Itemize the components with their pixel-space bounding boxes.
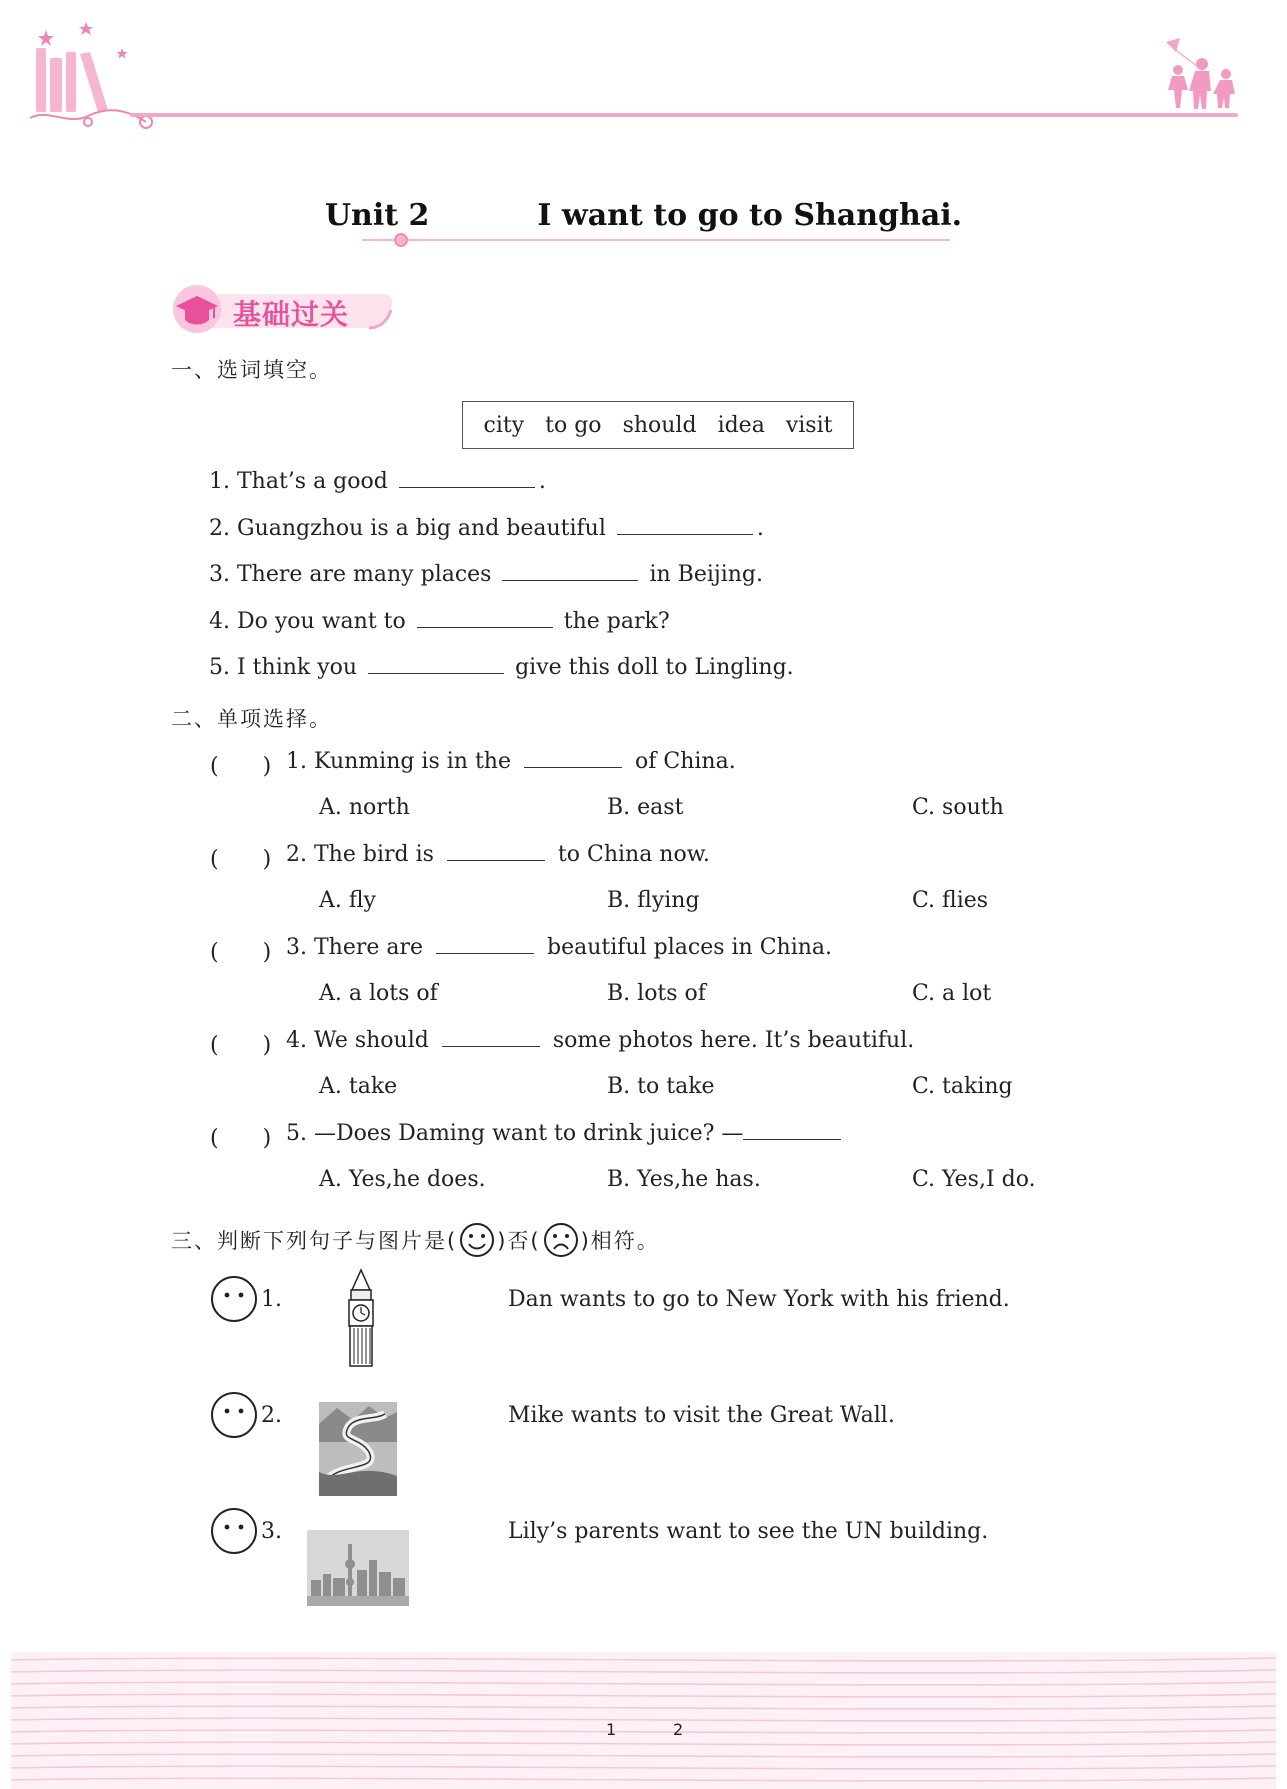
blank-face-icon[interactable] [210, 1507, 258, 1555]
word-bank-item: city [483, 412, 525, 438]
option-a[interactable]: A. take [319, 1074, 398, 1099]
fill-item: 2. Guangzhou is a big and beautiful . [209, 516, 764, 541]
answer-blank [524, 766, 622, 768]
graduation-cap-icon [170, 284, 224, 334]
option-c[interactable]: C. Yes,I do. [912, 1167, 1036, 1192]
header-left-ornament [28, 18, 168, 136]
title-underline [362, 239, 950, 241]
option-b[interactable]: B. flying [607, 888, 700, 913]
answer-blank [447, 859, 545, 861]
choice-question: 1. Kunming is in the of China. [286, 749, 736, 774]
fill-item: 3. There are many places in Beijing. [209, 562, 764, 587]
judge-number: 3. [261, 1519, 282, 1544]
answer-paren[interactable]: ( ) [210, 847, 272, 872]
section-label: 基础过关 [233, 298, 350, 331]
answer-blank [743, 1138, 841, 1140]
answer-paren[interactable]: ( ) [210, 1033, 272, 1058]
option-a[interactable]: A. north [319, 795, 410, 820]
answer-blank[interactable] [417, 626, 553, 628]
option-a[interactable]: A. Yes,he does. [319, 1167, 486, 1192]
choice-question: 3. There are beautiful places in China. [286, 935, 833, 960]
fill-item: 1. That’s a good . [209, 469, 546, 494]
answer-blank [436, 952, 534, 954]
answer-blank[interactable] [617, 533, 753, 535]
choice-question: 5. —Does Daming want to drink juice? — [286, 1121, 847, 1146]
judge-sentence: Lily’s parents want to see the UN building. [508, 1519, 989, 1544]
blank-face-icon[interactable] [210, 1391, 258, 1439]
option-c[interactable]: C. taking [912, 1074, 1013, 1099]
great-wall-image [319, 1402, 397, 1496]
answer-paren[interactable]: ( ) [210, 754, 272, 779]
judge-sentence: Dan wants to go to New York with his friend. [508, 1287, 1010, 1312]
answer-blank[interactable] [399, 486, 535, 488]
option-c[interactable]: C. a lot [912, 981, 992, 1006]
part2-heading: 二、单项选择。 [171, 707, 332, 731]
big-ben-clock-tower-image [340, 1268, 382, 1368]
option-c[interactable]: C. south [912, 795, 1004, 820]
smiley-face-icon [459, 1222, 495, 1258]
answer-paren[interactable]: ( ) [210, 1126, 272, 1151]
part1-heading: 一、选词填空。 [171, 358, 332, 382]
answer-blank[interactable] [502, 579, 638, 581]
sad-face-icon [543, 1222, 579, 1258]
option-b[interactable]: B. to take [607, 1074, 715, 1099]
word-bank [462, 401, 854, 449]
word-bank-item: to go [545, 412, 602, 438]
title-dot [394, 233, 408, 247]
page-number-left: 1 [606, 1720, 617, 1739]
word-bank-item: should [622, 412, 697, 438]
footer-band [11, 1652, 1276, 1789]
fill-item: 4. Do you want to the park? [209, 609, 670, 634]
header-kids-kite-icon [1158, 36, 1244, 116]
word-bank-item: idea [717, 412, 765, 438]
blank-face-icon[interactable] [210, 1275, 258, 1323]
page-title: Unit 2 I want to go to Shanghai. [324, 198, 963, 233]
header-rule [130, 113, 1238, 117]
judge-number: 1. [261, 1287, 282, 1312]
option-a[interactable]: A. a lots of [319, 981, 438, 1006]
option-b[interactable]: B. Yes,he has. [607, 1167, 761, 1192]
option-a[interactable]: A. fly [319, 888, 376, 913]
word-bank-item: visit [785, 412, 833, 438]
answer-blank [442, 1045, 540, 1047]
option-b[interactable]: B. east [607, 795, 684, 820]
judge-number: 2. [261, 1403, 282, 1428]
choice-question: 2. The bird is to China now. [286, 842, 710, 867]
answer-paren[interactable]: ( ) [210, 940, 272, 965]
option-b[interactable]: B. lots of [607, 981, 706, 1006]
part3-heading: 三、判断下列句子与图片是( )否( )相符。 [171, 1222, 660, 1258]
city-skyline-image [307, 1530, 409, 1606]
answer-blank[interactable] [368, 672, 504, 674]
fill-item: 5. I think you give this doll to Lingling. [209, 655, 794, 680]
page-number-right: 2 [673, 1720, 684, 1739]
judge-sentence: Mike wants to visit the Great Wall. [508, 1403, 895, 1428]
option-c[interactable]: C. flies [912, 888, 989, 913]
choice-question: 4. We should some photos here. It’s beautiful. [286, 1028, 915, 1053]
